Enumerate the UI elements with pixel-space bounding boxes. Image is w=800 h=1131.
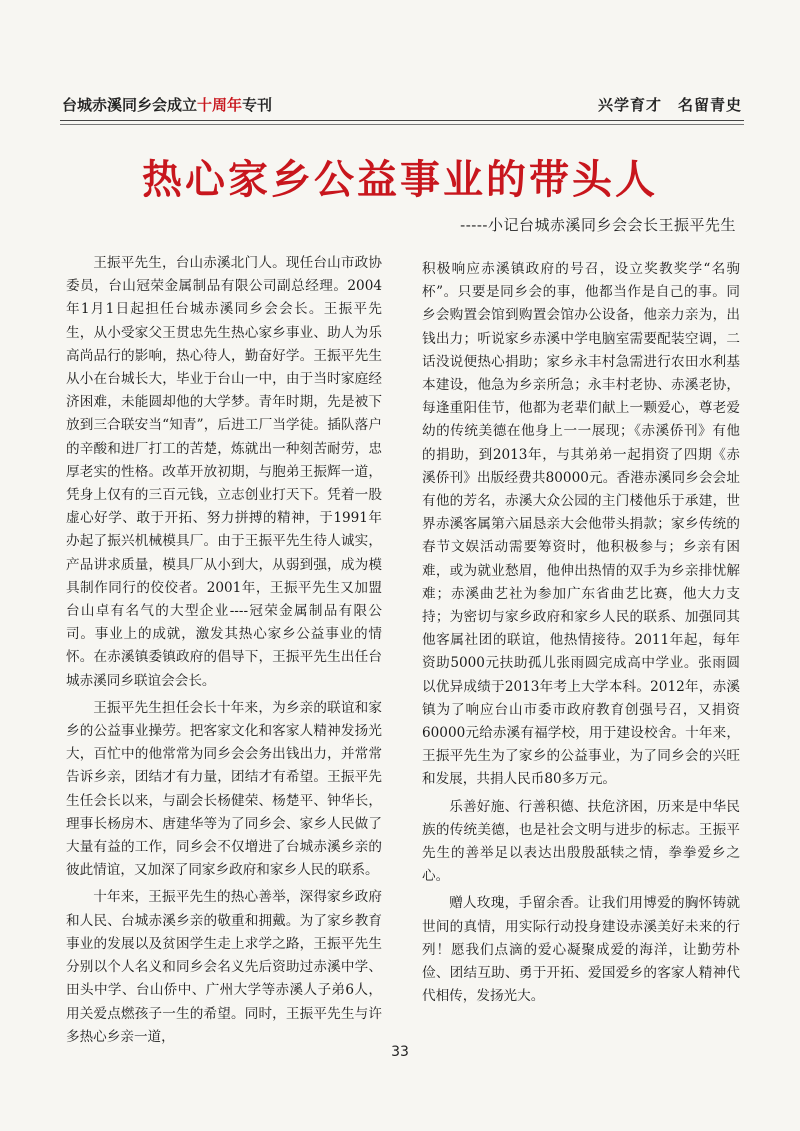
running-header	[62, 94, 742, 116]
header-divider	[60, 120, 744, 121]
left-column	[66, 252, 382, 1053]
paragraph: 王振平先生担任会长十年来，为乡亲的联谊和家乡的公益事业操劳。把客家文化和客家人精神发扬光大，百忙中的他常常为同乡会会务出钱出力，并常常告诉乡亲，团结才有力量，团结才有希望。王振平先生任会长以来，与副会长杨健荣、杨楚平、钟华长，理事长杨房木、唐建华等为了同乡会、家乡人民做了大量有益的工作，同乡会不仅增进了台城赤溪乡亲的彼此情谊，又加深了同家乡政府和家乡人民的联系。	[66, 699, 382, 879]
paragraph: 乐善好施、行善积德、扶危济困，历来是中华民族的传统美德，也是社会文明与进步的标志。王振平先生的善举足以表达出殷殷舐犊之情，拳拳爱乡之心。	[422, 798, 740, 885]
header-title-accent: 十周年	[197, 96, 243, 114]
paragraph: 十年来，王振平先生的热心善举，深得家乡政府和人民、台城赤溪乡亲的敬重和拥戴。为了家乡教育事业的发展以及贫困学生走上求学之路，王振平先生分别以个人名义和同乡会名义先后资助过赤溪中学、田头中学、台山侨中、广州大学等赤溪人子弟6人，用关爱点燃孩子一生的希望。同时，王振平先生与许多热心乡亲一道，	[66, 889, 382, 1045]
page-number: 33	[391, 1044, 409, 1060]
paragraph-continued: 积极响应赤溪镇政府的号召，设立奖教奖学“名驹杯”。只要是同乡会的事，他都当作是自己的事。同乡会购置会馆到购置会馆办公设备，他亲力亲为，出钱出力；听说家乡赤溪中学电脑室需要配装空调，二话没说便热心捐助；家乡永丰村急需进行农田水利基本建设，他急为乡亲所急；永丰村老协、赤溪老协，每逢重阳佳节，他都为老辈们献上一颗爱心，尊老爱幼的传统美德在他身上一一展现；《赤溪侨刊》有他的捐助，到2013年，与其弟弟一起捐资了四期《赤溪侨刊》出版经费共80000元。香港赤溪同乡会会址有他的芳名，赤溪大众公园的主门楼他乐于承建，世界赤溪客属第六届恳亲大会他带头捐款；家乡传统的春节文娱活动需要筹资时，他积极参与；乡亲有困难，或为就业愁眉，他伸出热情的双手为乡亲排忧解难；赤溪曲艺社为参加广东省曲艺比赛，他大力支持；为密切与家乡政府和家乡人民的联系、加强同其他客属社团的联谊，他热情接待。2011年起，每年资助5000元扶助孤儿张雨圆完成高中学业。张雨圆以优异成绩于2013年考上大学本科。2012年，赤溪镇为了响应台山市委市政府教育创强号召，又捐资60000元给赤溪有福学校，用于建设校舍。十年来，王振平先生为了家乡的公益事业，为了同乡会的兴旺和发展，共捐人民币80多万元。	[422, 261, 740, 788]
header-motto: 兴学育才 名留青史	[597, 96, 742, 114]
header-divider-thin	[60, 124, 744, 125]
article-title: 热心家乡公益事业的带头人	[142, 156, 658, 203]
header-publication-title	[62, 94, 272, 115]
header-title-suffix: 专刊	[242, 96, 273, 114]
right-column	[422, 258, 740, 1013]
article-subtitle: -----小记台城赤溪同乡会会长王振平先生	[460, 216, 736, 234]
paragraph: 赠人玫瑰，手留余香。让我们用博爱的胸怀铸就世间的真情，用实际行动投身建设赤溪美好未来的行列！愿我们点滴的爱心凝聚成爱的海洋，让勤劳朴俭、团结互助、勇于开拓、爱国爱乡的客家人精神代代相传，发扬光大。	[422, 895, 740, 1005]
header-title-prefix: 台城赤溪同乡会成立	[62, 96, 198, 114]
paragraph: 王振平先生，台山赤溪北门人。现任台山市政协委员，台山冠荣金属制品有限公司副总经理。2004年1月1日起担任台城赤溪同乡会会长。王振平先生，从小受家父王贯忠先生热心家乡事业、助人为乐高尚品行的影响，热心待人，勤奋好学。王振平先生从小在台城长大，毕业于台山一中，由于当时家庭经济困难，未能圆却他的大学梦。青年时期，先是被下放到三合联安当“知青”，后进工厂当学徒。插队落户的辛酸和进厂打工的苦楚，炼就出一种刻苦耐劳，忠厚老实的性格。改革开放初期，与胞弟王振辉一道，凭身上仅有的三百元钱，立志创业打天下。凭着一股虚心好学、敢于开拓、努力拼搏的精神，于1991年办起了振兴机械模具厂。由于王振平先生待人诚实，产品讲求质量，模具厂从小到大，从弱到强，成为模具制作同行的佼佼者。2001年，王振平先生又加盟台山卓有名气的大型企业----冠荣金属制品有限公司。事业上的成就，激发其热心家乡公益事业的情怀。在赤溪镇委镇政府的倡导下，王振平先生出任台城赤溪同乡联谊会会长。	[66, 255, 382, 689]
